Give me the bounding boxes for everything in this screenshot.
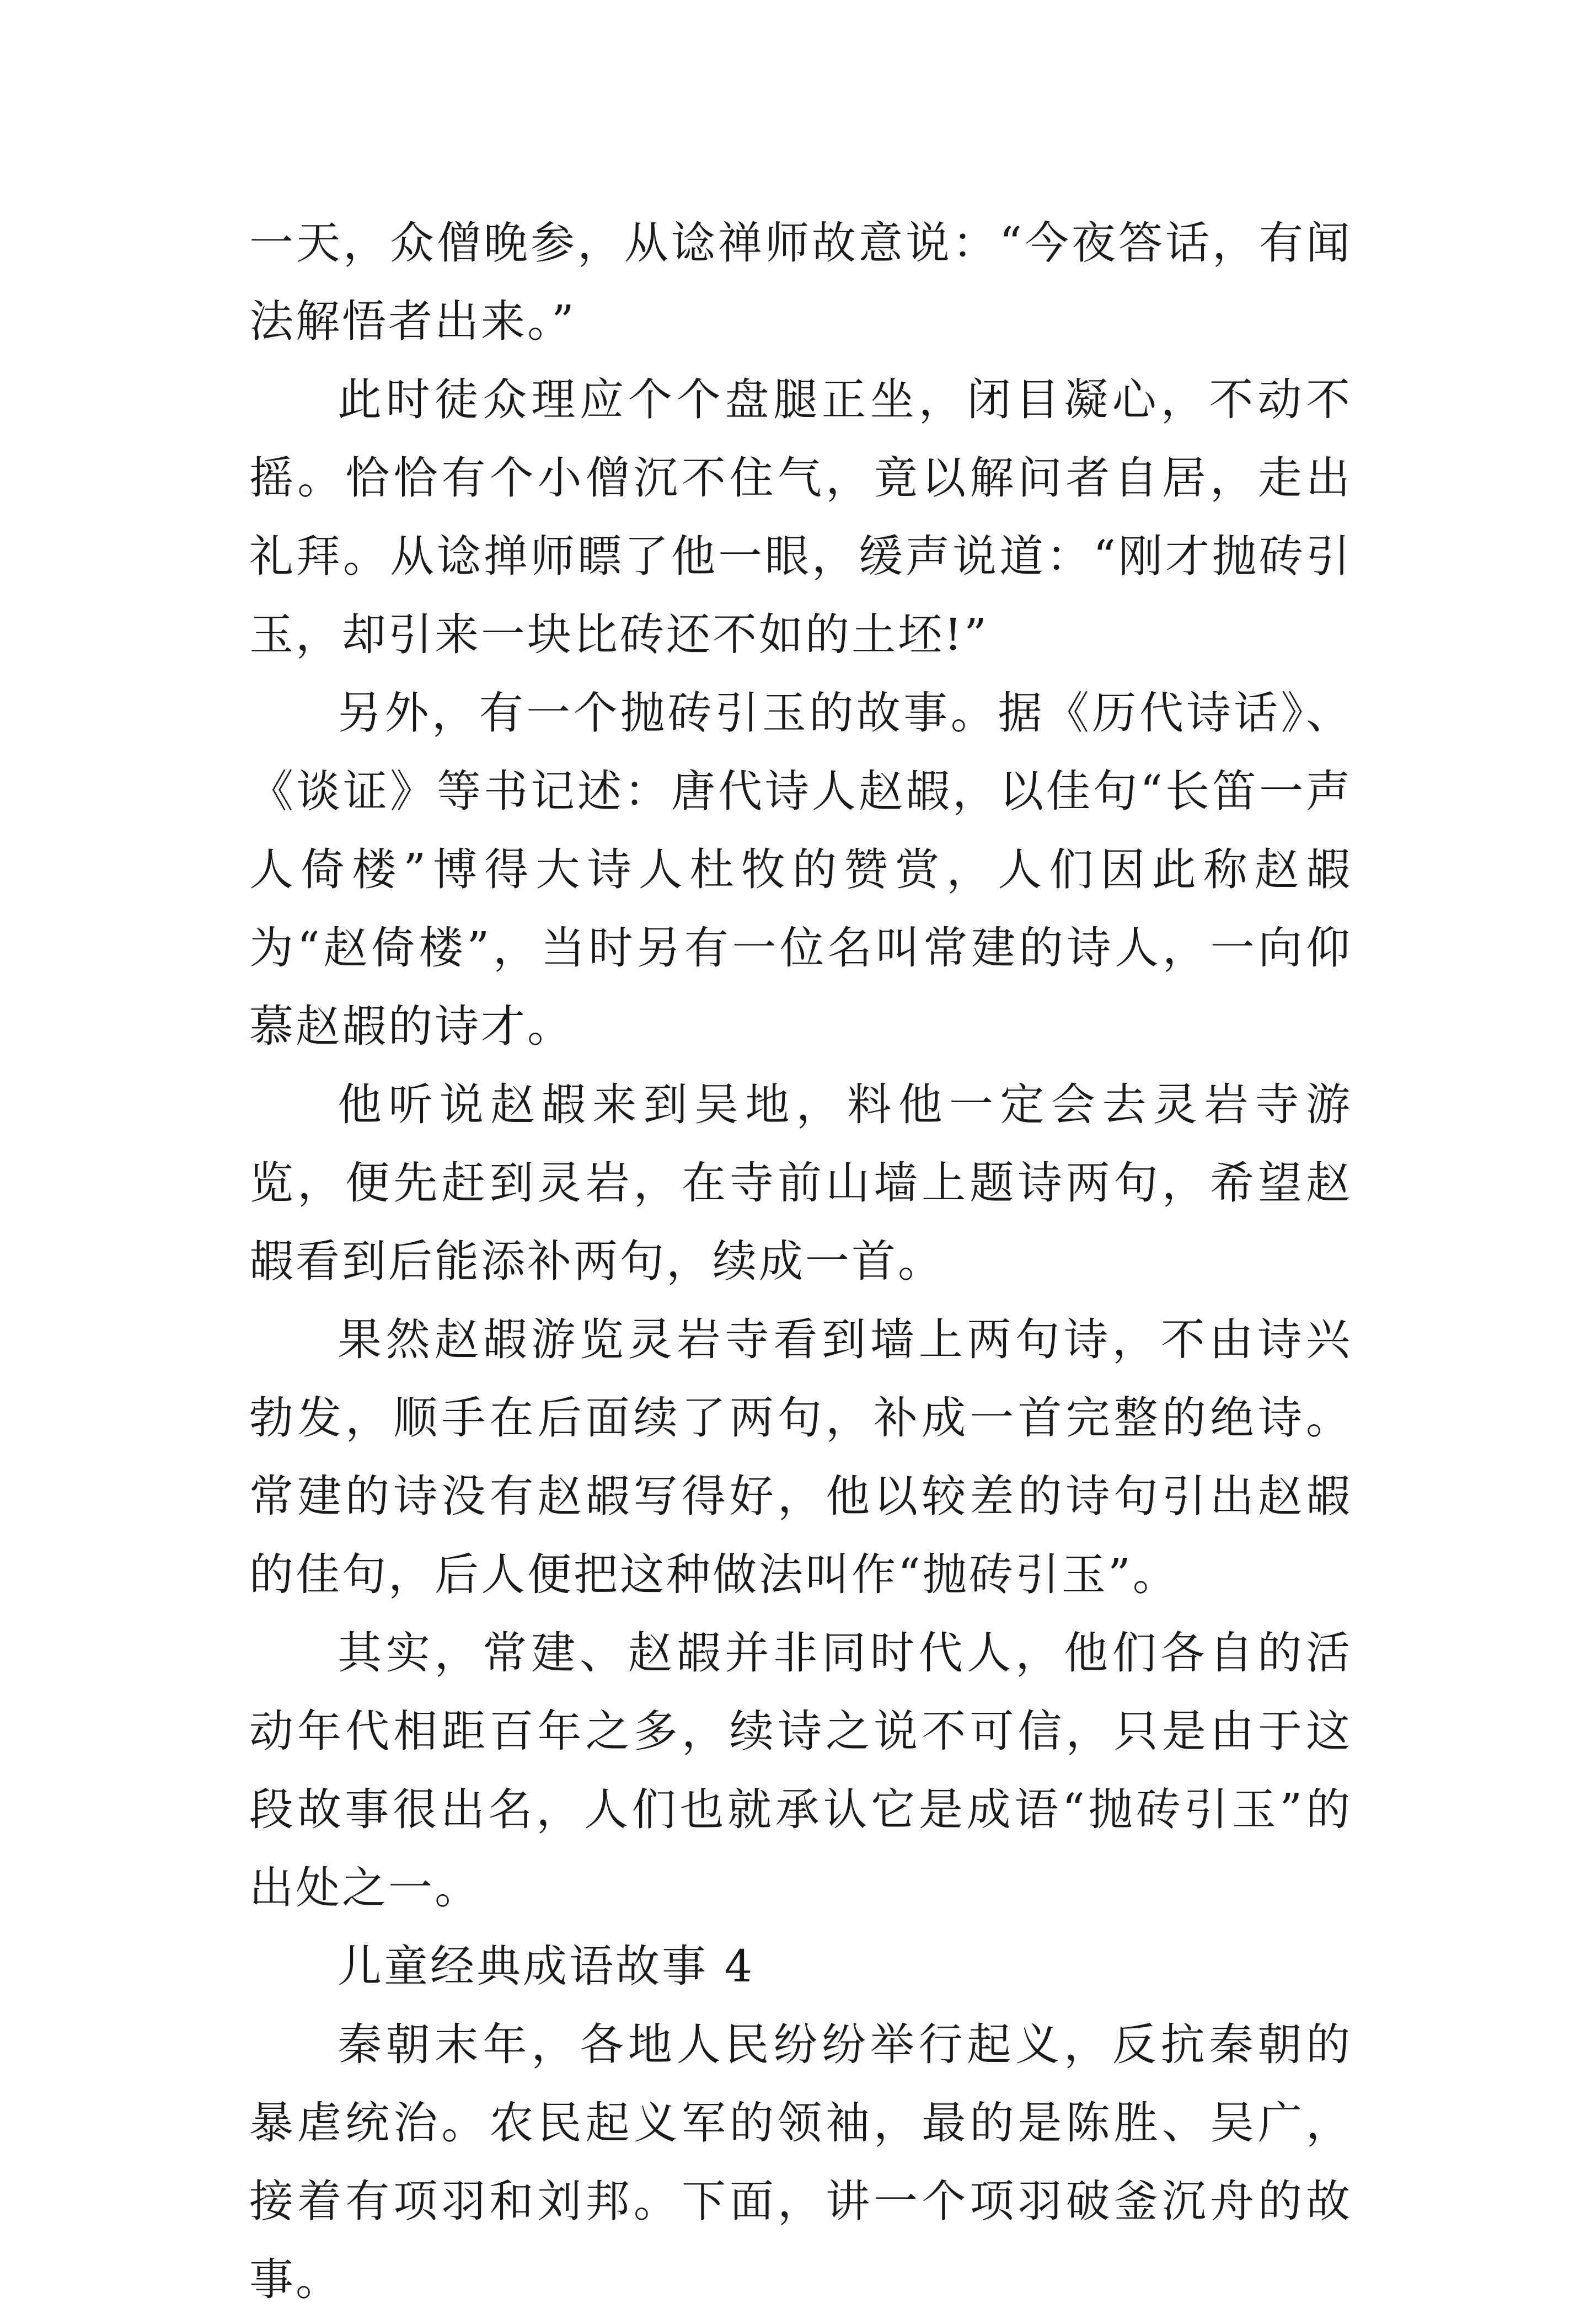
paragraph-1: 一天，众僧晚参，从谂禅师故意说：“今夜答话，有闻法解悟者出来。” — [249, 217, 1352, 347]
paragraph-3: 另外，有一个抛砖引玉的故事。据《历代诗话》、《谈证》等书记述：唐代诗人赵嘏，以佳句“长笛一声人倚楼”博得大诗人杜牧的赞赏，人们因此称赵嘏为“赵倚楼”，当时另有一位名叫常建的诗人，一向仰慕赵嘏的诗才。 — [249, 687, 1352, 1052]
paragraph-4: 他听说赵嘏来到吴地，料他一定会去灵岩寺游览，便先赶到灵岩，在寺前山墙上题诗两句，希望赵嘏看到后能添补两句，续成一首。 — [249, 1079, 1352, 1287]
paragraph-2: 此时徒众理应个个盘腿正坐，闭目凝心，不动不摇。恰恰有个小僧沉不住气，竟以解问者自居，走出礼拜。从谂掸师瞟了他一眼，缓声说道：“刚才抛砖引玉，却引来一块比砖还不如的土坯!” — [249, 374, 1352, 660]
section-heading: 儿童经典成语故事 4 — [338, 1941, 755, 1992]
paragraph-6: 其实，常建、赵嘏并非同时代人，他们各自的活动年代相距百年之多，续诗之说不可信，只是由于这段故事很出名，人们也就承认它是成语“抛砖引玉”的出处之一。 — [249, 1627, 1352, 1914]
paragraph-5: 果然赵嘏游览灵岩寺看到墙上两句诗，不由诗兴勃发，顺手在后面续了两句，补成一首完整的绝诗。常建的诗没有赵嘏写得好，他以较差的诗句引出赵嘏的佳句，后人便把这种做法叫作“抛砖引玉”。 — [249, 1314, 1352, 1600]
section-paragraph-1: 秦朝末年，各地人民纷纷举行起义，反抗秦朝的暴虐统治。农民起义军的领袖，最的是陈胜、吴广，接着有项羽和刘邦。下面，讲一个项羽破釜沉舟的故事。 — [249, 2019, 1352, 2305]
document-body — [249, 204, 1352, 2319]
